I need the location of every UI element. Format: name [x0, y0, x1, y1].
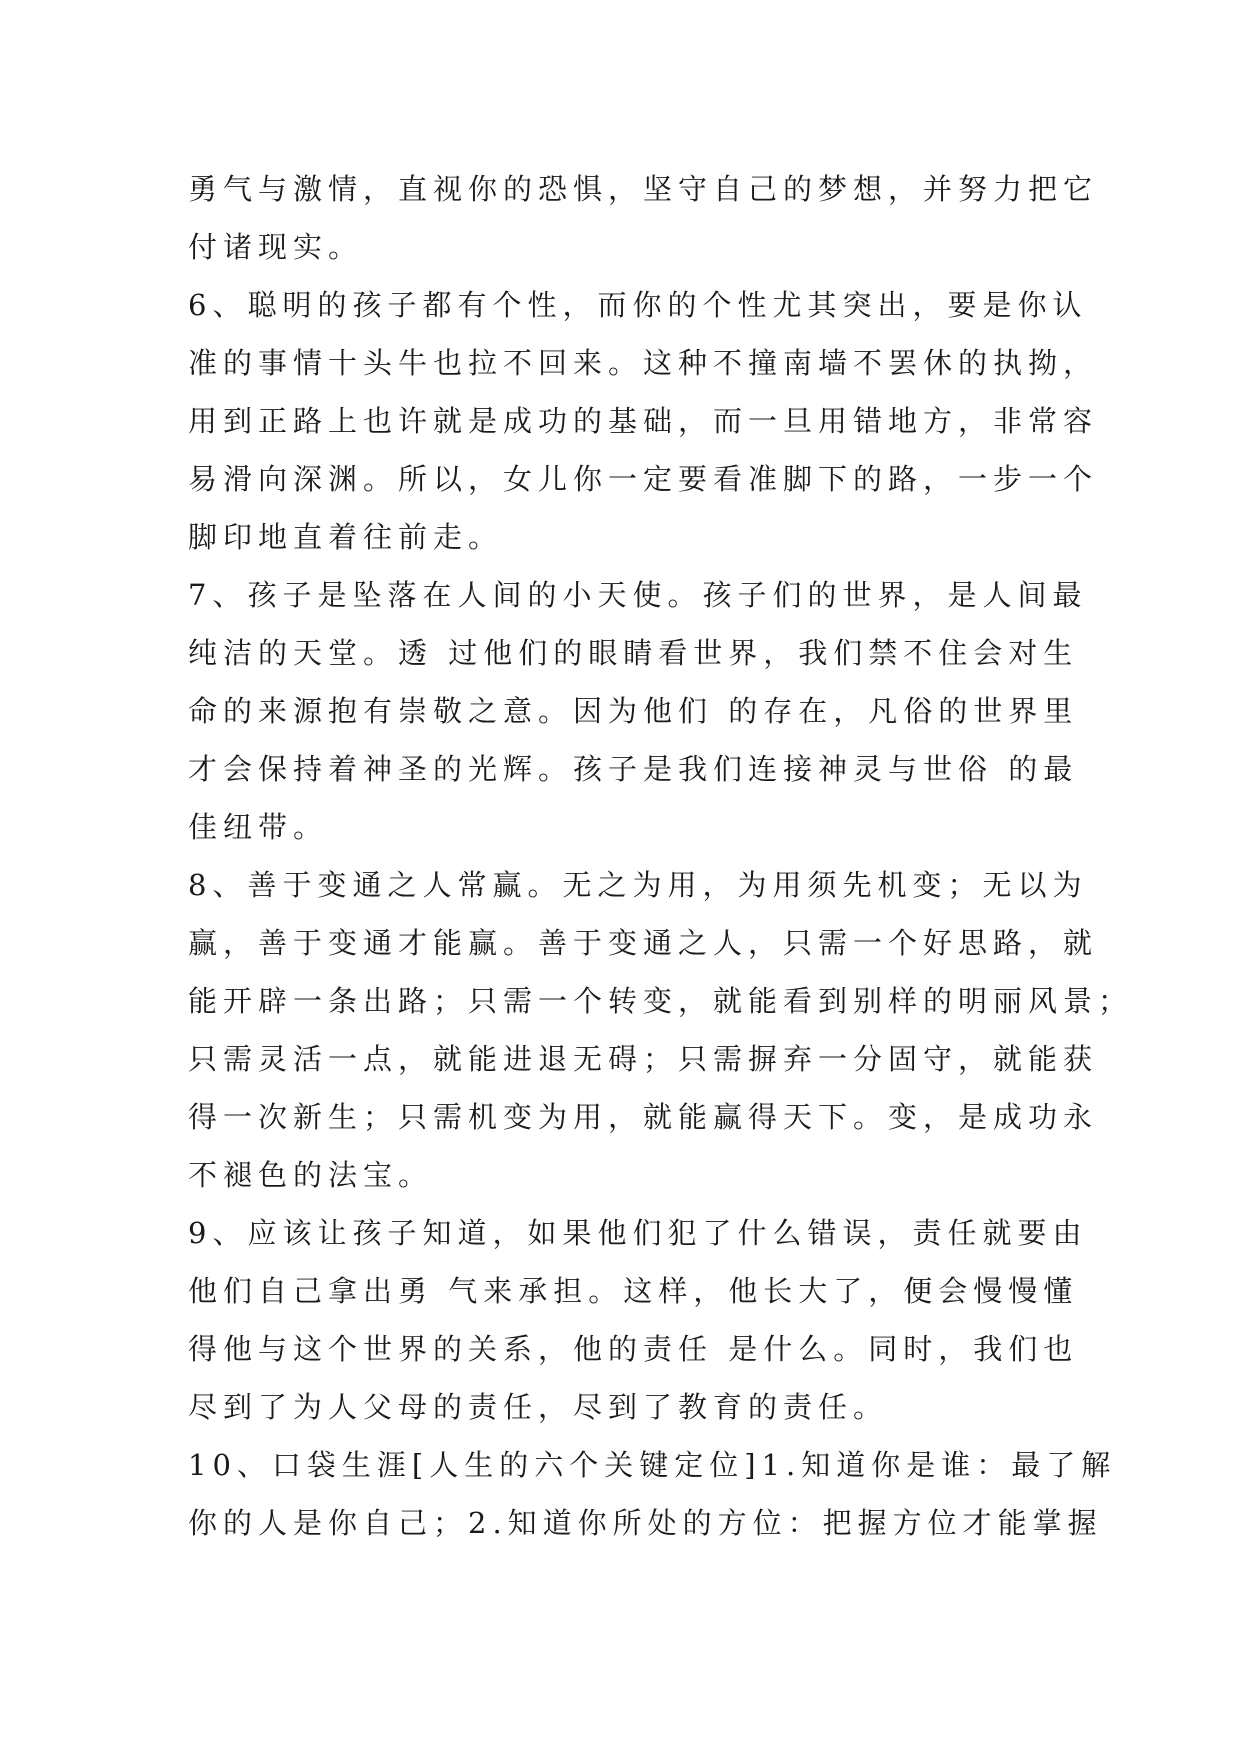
- text-line: 佳纽带。: [188, 810, 329, 844]
- text-line: 得他与这个世界的关系，他的责任 是什么。同时，我们也: [188, 1332, 1079, 1366]
- text-line: 10、口袋生涯[人生的六个关键定位]1.知道你是谁：最了解: [188, 1448, 1117, 1482]
- body-text: [188, 160, 1134, 1552]
- text-line: 尽到了为人父母的责任，尽到了教育的责任。: [188, 1390, 889, 1424]
- text-line: 才会保持着神圣的光辉。孩子是我们连接神灵与世俗 的最: [188, 752, 1079, 786]
- text-line: 他们自己拿出勇 气来承担。这样，他长大了，便会慢慢懂: [188, 1274, 1079, 1308]
- text-line: 9、应该让孩子知道，如果他们犯了什么错误，责任就要由: [188, 1216, 1088, 1250]
- text-line: 8、善于变通之人常赢。无之为用，为用须先机变；无以为: [188, 868, 1088, 902]
- text-line: 纯洁的天堂。透 过他们的眼睛看世界，我们禁不住会对生: [188, 636, 1079, 670]
- text-line: 勇气与激情，直视你的恐惧，坚守自己的梦想，并努力把它: [188, 172, 1099, 206]
- text-line: 命的来源抱有崇敬之意。因为他们 的存在，凡俗的世界里: [188, 694, 1079, 728]
- text-line: 不褪色的法宝。: [188, 1158, 434, 1192]
- text-line: 赢，善于变通才能赢。善于变通之人，只需一个好思路，就: [188, 926, 1099, 960]
- text-line: 能开辟一条出路；只需一个转变，就能看到别样的明丽风景；: [188, 984, 1134, 1018]
- text-line: 你的人是你自己；2.知道你所处的方位：把握方位才能掌握: [188, 1506, 1103, 1540]
- text-line: 脚印地直着往前走。: [188, 520, 504, 554]
- text-line: 准的事情十头牛也拉不回来。这种不撞南墙不罢休的执拗，: [188, 346, 1099, 380]
- text-line: 6、聪明的孩子都有个性，而你的个性尤其突出，要是你认: [188, 288, 1088, 322]
- text-line: 只需灵活一点，就能进退无碍；只需摒弃一分固守，就能获: [188, 1042, 1099, 1076]
- text-line: 易滑向深渊。所以，女儿你一定要看准脚下的路，一步一个: [188, 462, 1099, 496]
- text-line: 得一次新生；只需机变为用，就能赢得天下。变，是成功永: [188, 1100, 1099, 1134]
- text-line: 付诸现实。: [188, 230, 364, 264]
- text-line: 用到正路上也许就是成功的基础，而一旦用错地方，非常容: [188, 404, 1099, 438]
- text-line: 7、孩子是坠落在人间的小天使。孩子们的世界，是人间最: [188, 578, 1088, 612]
